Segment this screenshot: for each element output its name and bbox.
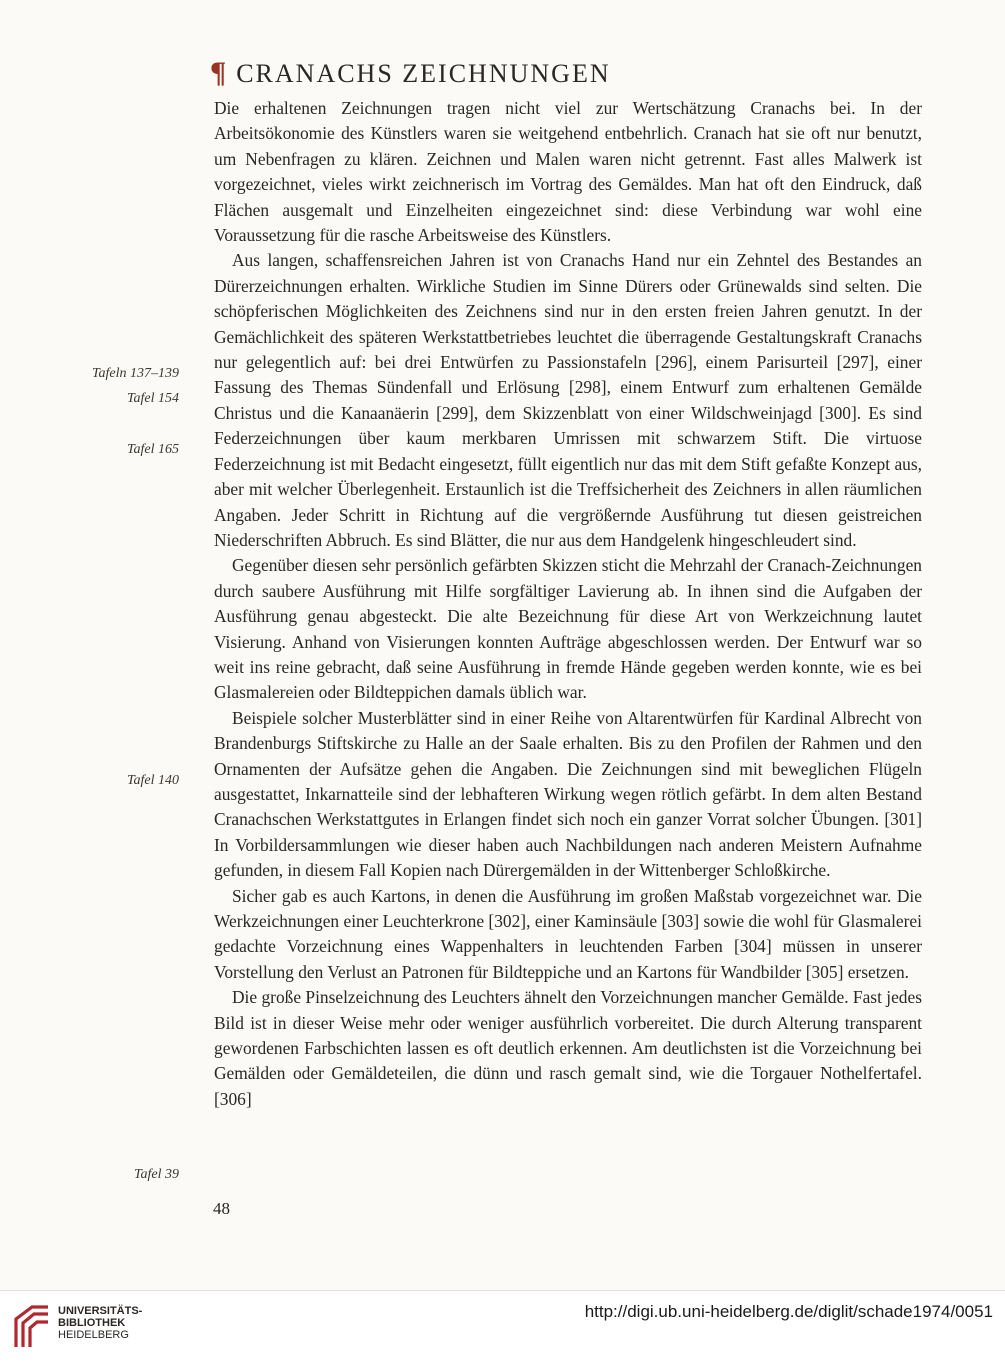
library-line-3: HEIDELBERG xyxy=(58,1329,129,1341)
paragraph-mark-icon: ¶ xyxy=(210,56,229,89)
chapter-heading xyxy=(210,56,611,90)
page-number: 48 xyxy=(213,1199,230,1218)
margin-note-tafel-154: Tafel 154 xyxy=(127,391,179,406)
source-url-link[interactable]: http://digi.ub.uni-heidelberg.de/diglit/schade1974/0051 xyxy=(584,1302,993,1321)
library-line-1: UNIVERSITÄTS- xyxy=(58,1305,143,1317)
paragraph-4: Beispiele solcher Musterblätter sind in einer Reihe von Altarentwürfen für Kardinal Albrecht von Brandenburgs Stiftskirche zu Halle an der Saale erhalten. Bis zu den Profilen der Rahmen und den Ornamenten der Aufsätze gehen die Angaben. Die Zeichnungen sind mit beweglichen Flügeln ausgestattet, Inkarnatteile sind der lebhafteren Wirkung wegen rötlich gefärbt. In dem alten Bestand Cranachschen Werkstattgutes in Erlangen findet sich noch ein ganzer Vorrat solcher Übungen. [301] In Vorbildersammlungen wie dieser haben auch Nachbildungen nach anderen Meistern Aufnahme gefunden, in diesem Fall Kopien nach Dürergemälden in der Wittenberger Schloßkirche. xyxy=(214,707,922,881)
margin-note-tafel-165: Tafel 165 xyxy=(127,442,179,457)
library-logo-icon xyxy=(10,1301,52,1353)
margin-note-tafel-39: Tafel 39 xyxy=(134,1167,179,1182)
paragraph-2: Aus langen, schaffensreichen Jahren ist von Cranachs Hand nur ein Zehntel des Bestandes an Dürerzeichnungen erhalten. Wirkliche Studien im Sinne Dürers oder Grünewalds sind selten. Die schöpferischen Möglichkeiten des Zeichnens sind nur in den ersten freien Jahren genutzt. In der Gemächlichkeit des späteren Werkstattbetriebes leuchtet die überragende Gestaltungskraft Cranachs nur gelegentlich auf: bei drei Entwürfen zu Passionstafeln [296], einem Parisurteil [297], einer Fassung des Themas Sündenfall und Erlösung [298], einem Entwurf zum erhaltenen Gemälde Christus und die Kanaanäerin [299], dem Skizzenblatt von einer Wildschweinjagd [300]. Es sind Federzeichnungen über kaum merkbaren Umrissen mit schwarzem Stift. Die virtuose Federzeichnung ist mit Bedacht eingesetzt, füllt eigentlich nur das mit dem Stift gefaßte Konzept aus, aber mit welcher Überlegenheit. Erstaunlich ist die Treffsicherheit des Zeichners in allen räumlichen Angaben. Jeder Schritt in Richtung auf die vergrößernde Ausführung tut diesen geistreichen Niederschriften Abbruch. Es sind Blätter, die nur aus dem Handgelenk hingeschleudert sind. xyxy=(214,250,922,550)
paragraph-5: Sicher gab es auch Kartons, in denen die Ausführung im großen Maßstab vorgezeichnet war. Die Werkzeichnungen einer Leuchterkrone [302], einer Kaminsäule [303] sowie die wohl für Glasmalerei gedachte Vorzeichnung eines Wappenhalters in leuchtenden Farben [304] müssen in unserer Vorstellung den Verlust an Patronen für Bildteppiche und an Kartons für Wandbilder [305] ersetzen. xyxy=(214,885,922,982)
chapter-title: CRANACHS ZEICHNUNGEN xyxy=(236,59,611,88)
paragraph-3: Gegenüber diesen sehr persönlich gefärbten Skizzen sticht die Mehrzahl der Cranach-Zeichnungen durch saubere Ausführung mit Hilfe sorgfältiger Lavierung ab. In ihnen sind die Aufgaben der Ausführung genau abgesteckt. Die alte Bezeichnung für diese Art von Werkzeichnung lautet Visierung. Anhand von Visierungen konnten Aufträge abgeschlossen werden. Der Entwurf war so weit ins reine gebracht, daß seine Ausführung in fremde Hände gegeben werden konnte, wie es bei Glasmalereien oder Bildteppichen damals üblich war. xyxy=(214,555,922,703)
library-name xyxy=(58,1305,142,1341)
body-text xyxy=(214,96,922,1112)
margin-note-tafeln-137-139: Tafeln 137–139 xyxy=(92,366,179,381)
footer-bar xyxy=(0,1290,1005,1364)
paragraph-6: Die große Pinselzeichnung des Leuchters ähnelt den Vorzeichnungen mancher Gemälde. Fast jedes Bild ist in dieser Weise mehr oder weniger ausführlich vorbereitet. Die durch Alterung transparent gewordenen Farbschichten lassen es oft deutlich erkennen. Am deutlichsten ist die Vorzeichnung bei Gemälden oder Gemäldeteilen, die dünn und rasch gemalt sind, wie die Torgauer Nothelfertafel. [306] xyxy=(214,987,922,1109)
margin-note-tafel-140: Tafel 140 xyxy=(127,773,179,788)
library-line-2: BIBLIOTHEK xyxy=(58,1317,126,1329)
paragraph-1: Die erhaltenen Zeichnungen tragen nicht viel zur Wertschätzung Cranachs bei. In der Arbeitsökonomie des Künstlers waren sie weitgehend entbehrlich. Cranach hat sie oft nur benutzt, um Nebenfragen zu klären. Zeichnen und Malen waren nicht getrennt. Fast alles Malwerk ist vorgezeichnet, vieles wirkt zeichnerisch im Vortrag des Gemäldes. Man hat oft den Eindruck, daß Flächen ausgemalt und Einzelheiten eingezeichnet sind: diese Verbindung war wohl eine Voraussetzung für die rasche Arbeitsweise des Künstlers. xyxy=(214,98,922,246)
